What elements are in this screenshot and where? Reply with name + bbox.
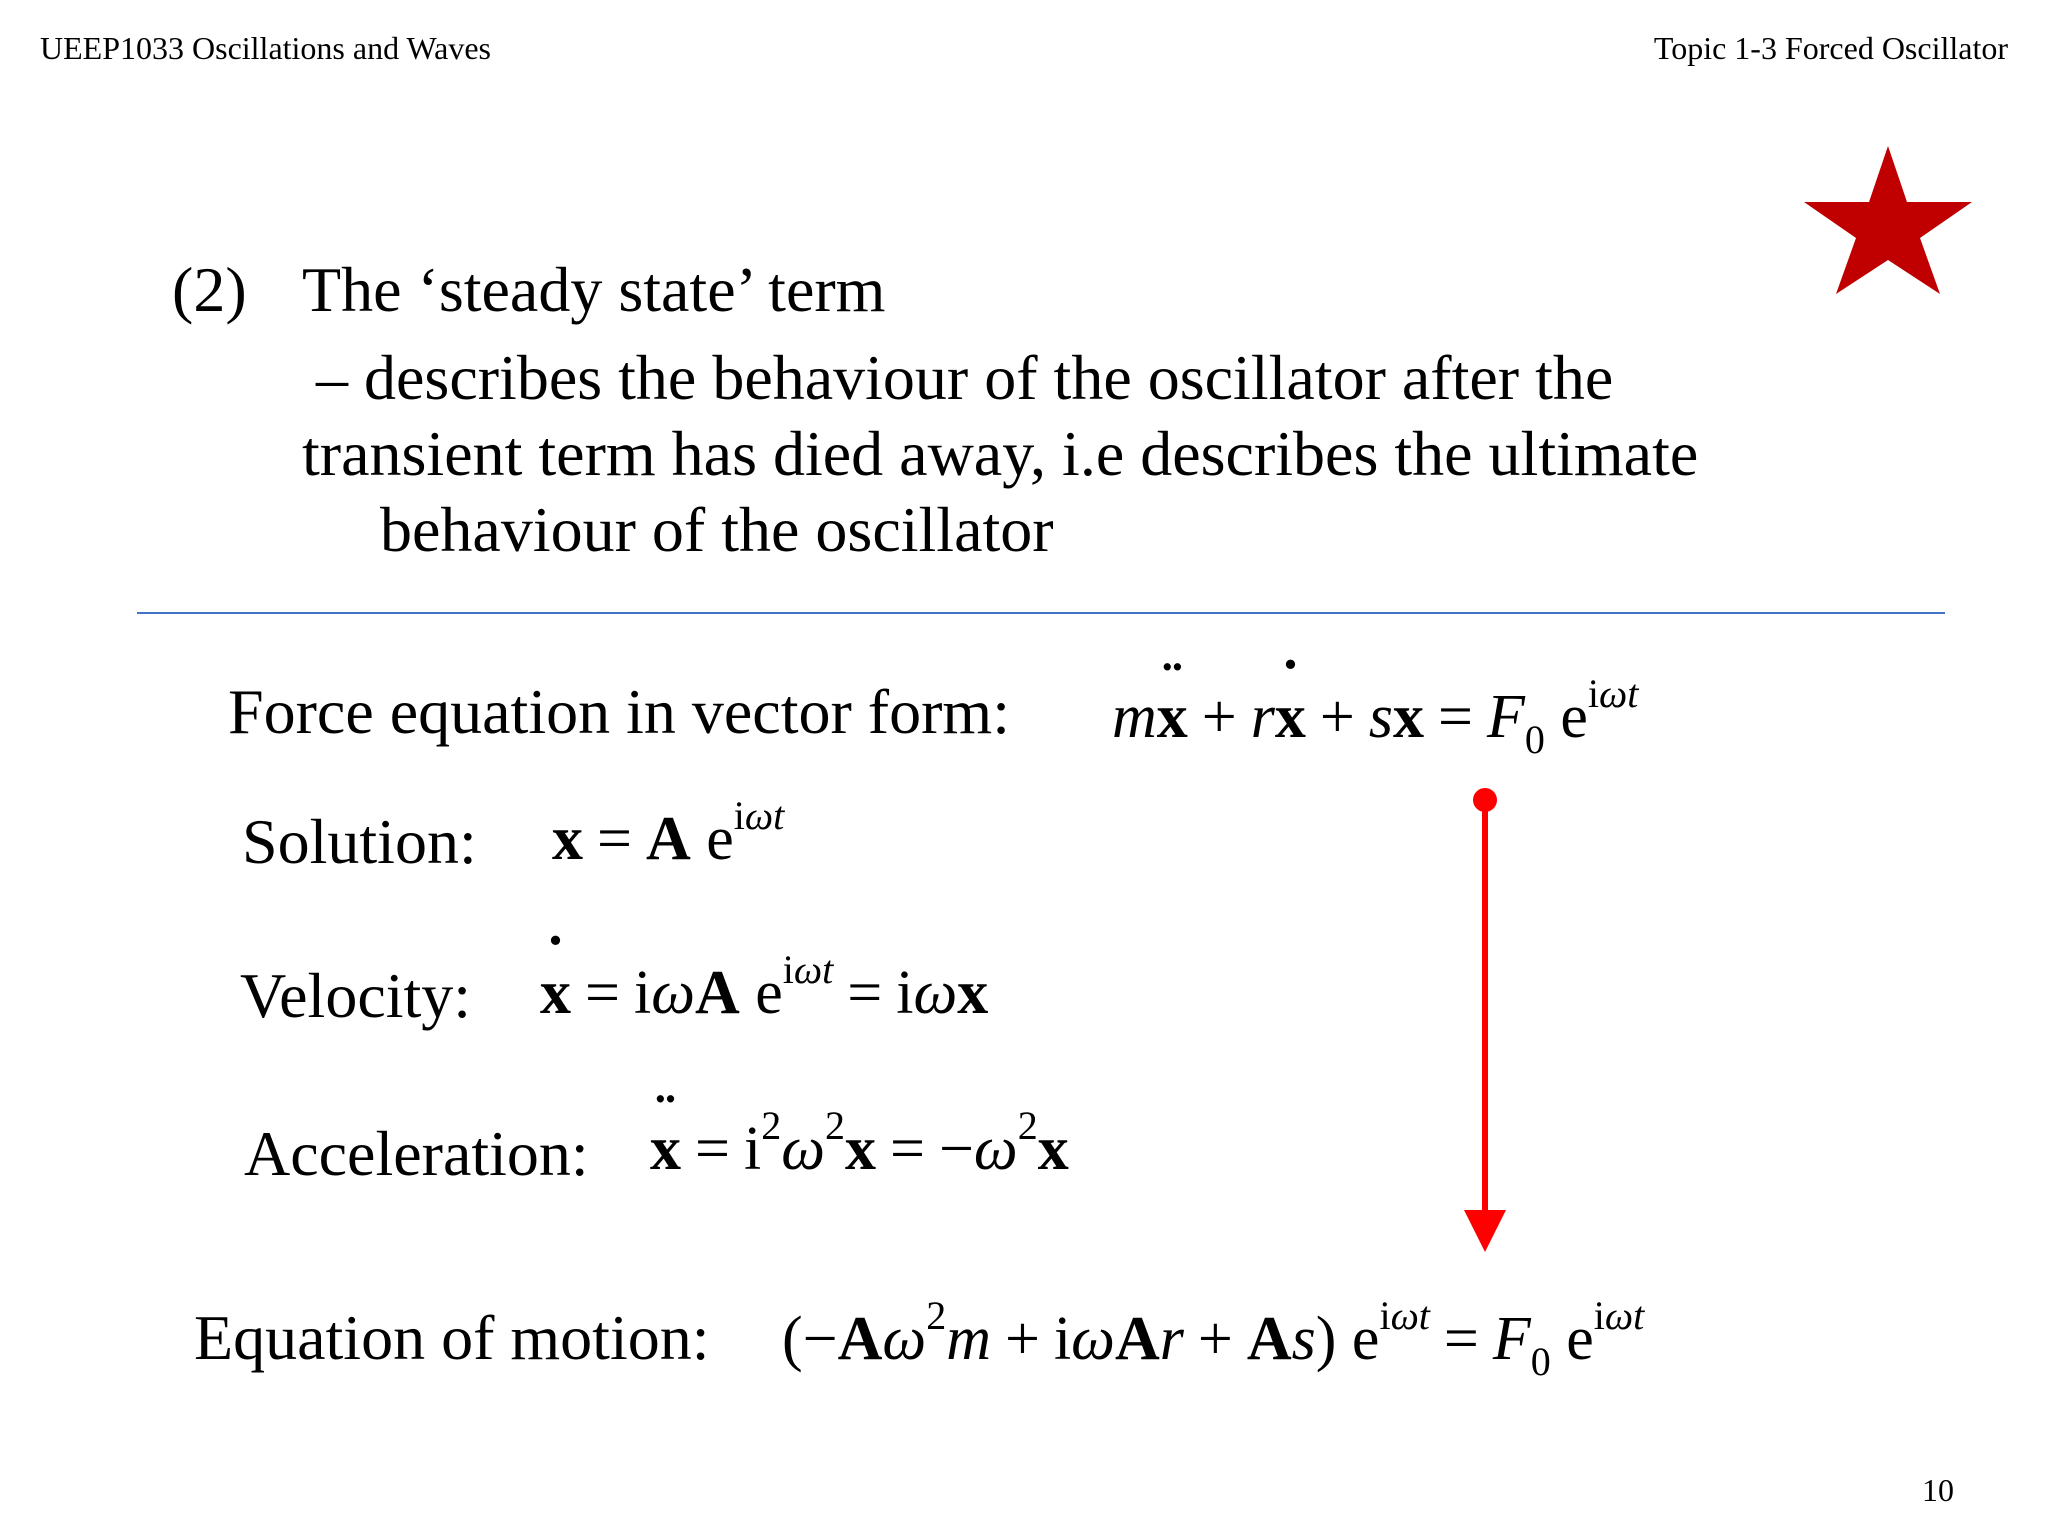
motion-equation: $(-A\omega^2m + i\omega Ar + As) e^{i\omega t} = F_0$ $e^{i\omega t}$ [782,1293,1645,1384]
velocity-equation: x ˙ = iωA $e^{i\omega t} = i\omega x$ [540,962,988,1024]
solution-label: Solution: [242,806,477,877]
star-icon [1800,142,1976,298]
force-equation: mx ¨ + rx ˙ + sx = $F_0$ $e^{i\omega t}$ [1112,686,1638,748]
section-desc-line3: behaviour of the oscillator [380,494,1054,565]
acceleration-equation: x ¨ = $i^2\omega^2x = -\omega^2x$ [650,1118,1069,1180]
page-number: 10 [1922,1472,1954,1508]
section-desc-line2: transient term has died away, i.e describes the ultimate [302,418,1699,489]
motion-label: Equation of motion: [194,1302,710,1373]
section-title: The ‘steady state’ term [302,254,886,325]
down-arrow-icon [1460,786,1510,1256]
velocity-label: Velocity: [240,960,472,1031]
force-equation-label: Force equation in vector form: [228,676,1010,747]
topic-header: Topic 1-3 Forced Oscillator [1653,30,2008,66]
divider-line [137,612,1945,614]
section-desc-line1: – describes the behaviour of the oscillator after the [316,342,1614,413]
acceleration-label: Acceleration: [244,1118,589,1189]
course-header: UEEP1033 Oscillations and Waves [40,30,491,66]
section-number: (2) [172,254,247,325]
solution-equation: x = A $e^{i\omega t}$ [552,793,785,873]
